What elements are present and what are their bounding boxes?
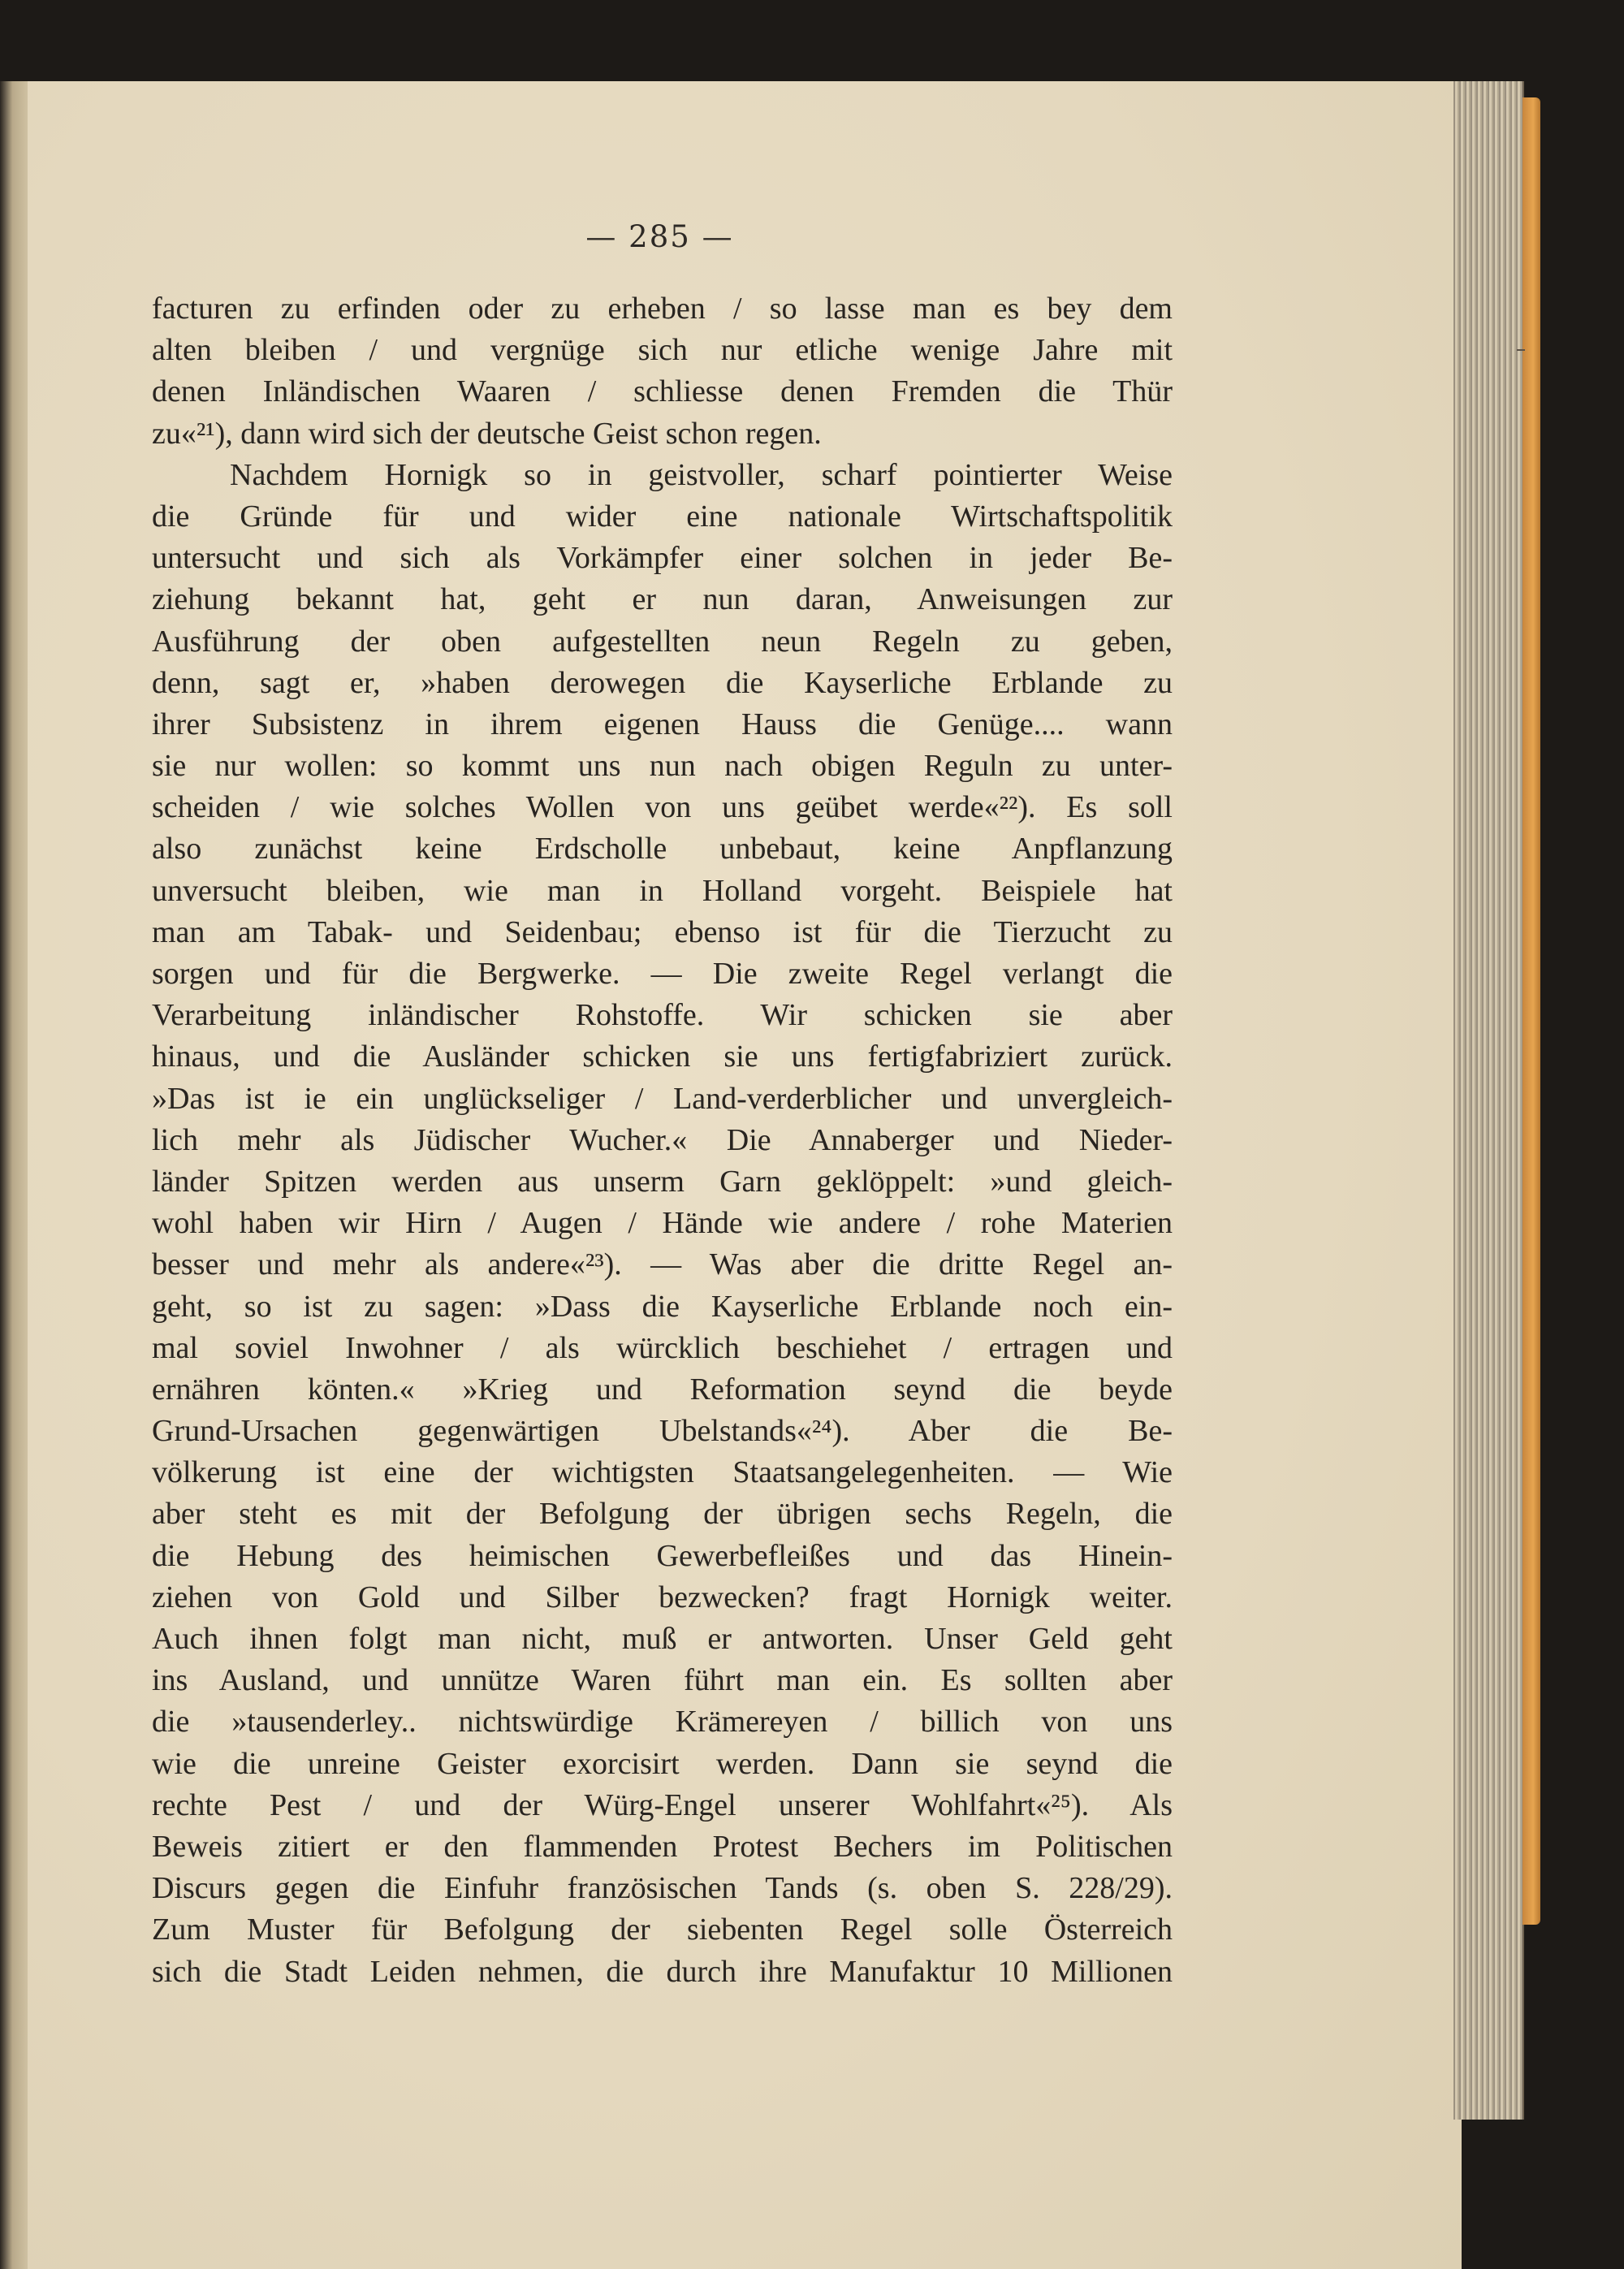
text-line: Grund-Ursachen gegenwärtigen Ubelstands«²⁴). Aber die Be- xyxy=(152,1414,1173,1449)
text-line: Discurs gegen die Einfuhr französischen Tands (s. oben S. 228/29). xyxy=(152,1871,1173,1906)
text-line: sie nur wollen: so kommt uns nun nach obigen Reguln zu unter- xyxy=(152,749,1173,784)
text-line: Auch ihnen folgt man nicht, muß er antworten. Unser Geld geht xyxy=(152,1622,1173,1656)
text-line: die »tausenderley.. nichtswürdige Krämereyen / billich von uns xyxy=(152,1705,1173,1740)
text-line: geht, so ist zu sagen: »Dass die Kayserliche Erblande noch ein- xyxy=(152,1289,1173,1324)
text-line: Beweis zitiert er den flammenden Protest Bechers im Politischen xyxy=(152,1829,1173,1864)
text-line: ernähren könten.« »Krieg und Reformation seynd die beyde xyxy=(152,1372,1173,1407)
text-line: sorgen und für die Bergwerke. — Die zweite Regel verlangt die xyxy=(152,957,1173,991)
previous-page-edge xyxy=(0,81,28,2269)
text-line: die Gründe für und wider eine nationale Wirtschaftspolitik xyxy=(152,499,1173,534)
text-line: rechte Pest / und der Würg-Engel unserer Wohlfahrt«²⁵). Als xyxy=(152,1787,1173,1822)
text-line: Verarbeitung inländischer Rohstoffe. Wir schicken sie aber xyxy=(152,998,1173,1033)
text-line: man am Tabak- und Seidenbau; ebenso ist für die Tierzucht zu xyxy=(152,914,1173,949)
text-line: unversucht bleiben, wie man in Holland vorgeht. Beispiele hat xyxy=(152,873,1173,908)
text-line: also zunächst keine Erdscholle unbebaut, keine Anpflanzung xyxy=(152,832,1173,867)
text-line: alten bleiben / und vergnüge sich nur etliche wenige Jahre mit xyxy=(152,333,1173,368)
page-block-edges xyxy=(1453,81,1524,2120)
text-line: mal soviel Inwohner / als würcklich beschiehet / ertragen und xyxy=(152,1330,1173,1365)
text-line: länder Spitzen werden aus unserm Garn geklöppelt: »und gleich- xyxy=(152,1164,1173,1199)
text-line: denen Inländischen Waaren / schliesse denen Fremden die Thür xyxy=(152,374,1173,409)
cover-edge xyxy=(1522,97,1540,1925)
text-line: scheiden / wie solches Wollen von uns geübet werde«²²). Es soll xyxy=(152,790,1173,825)
text-line: hinaus, und die Ausländer schicken sie uns fertigfabriziert zurück. xyxy=(152,1039,1173,1074)
text-line: facturen zu erfinden oder zu erheben / so lasse man es bey dem xyxy=(152,292,1173,326)
text-line: besser und mehr als andere«²³). — Was aber die dritte Regel an- xyxy=(152,1247,1173,1282)
text-line: lich mehr als Jüdischer Wucher.« Die Annaberger und Nieder- xyxy=(152,1122,1173,1157)
page-number: — 285 — xyxy=(585,219,734,254)
text-line: Zum Muster für Befolgung der siebenten Regel solle Österreich xyxy=(152,1912,1173,1947)
text-line: ins Ausland, und unnütze Waren führt man ein. Es sollten aber xyxy=(152,1663,1173,1698)
text-line: wie die unreine Geister exorcisirt werden. Dann sie seynd die xyxy=(152,1746,1173,1781)
text-line: die Hebung des heimischen Gewerbefleißes und das Hinein- xyxy=(152,1538,1173,1573)
text-line: »Das ist ie ein unglückseliger / Land-verderblicher und unvergleich- xyxy=(152,1081,1173,1116)
text-line: denn, sagt er, »haben derowegen die Kayserliche Erblande zu xyxy=(152,665,1173,700)
text-line: zu«²¹), dann wird sich der deutsche Geist schon regen. xyxy=(152,416,822,451)
text-line: wohl haben wir Hirn / Augen / Hände wie andere / rohe Materien xyxy=(152,1206,1173,1241)
text-line: untersucht und sich als Vorkämpfer einer solchen in jeder Be- xyxy=(152,541,1173,576)
text-line: ziehung bekannt hat, geht er nun daran, Anweisungen zur xyxy=(152,582,1173,617)
text-line: ihrer Subsistenz in ihrem eigenen Hauss die Genüge.... wann xyxy=(152,707,1173,741)
page-marker xyxy=(1517,349,1525,351)
text-line: Nachdem Hornigk so in geistvoller, scharf pointierter Weise xyxy=(230,457,1173,492)
text-line: aber steht es mit der Befolgung der übrigen sechs Regeln, die xyxy=(152,1497,1173,1532)
body-text xyxy=(152,288,1173,1993)
text-line: Ausführung der oben aufgestellten neun Regeln zu geben, xyxy=(152,624,1173,659)
text-line: völkerung ist eine der wichtigsten Staatsangelegenheiten. — Wie xyxy=(152,1455,1173,1490)
text-line: sich die Stadt Leiden nehmen, die durch ihre Manufaktur 10 Millionen xyxy=(152,1954,1173,1989)
text-line: ziehen von Gold und Silber bezwecken? fragt Hornigk weiter. xyxy=(152,1580,1173,1614)
